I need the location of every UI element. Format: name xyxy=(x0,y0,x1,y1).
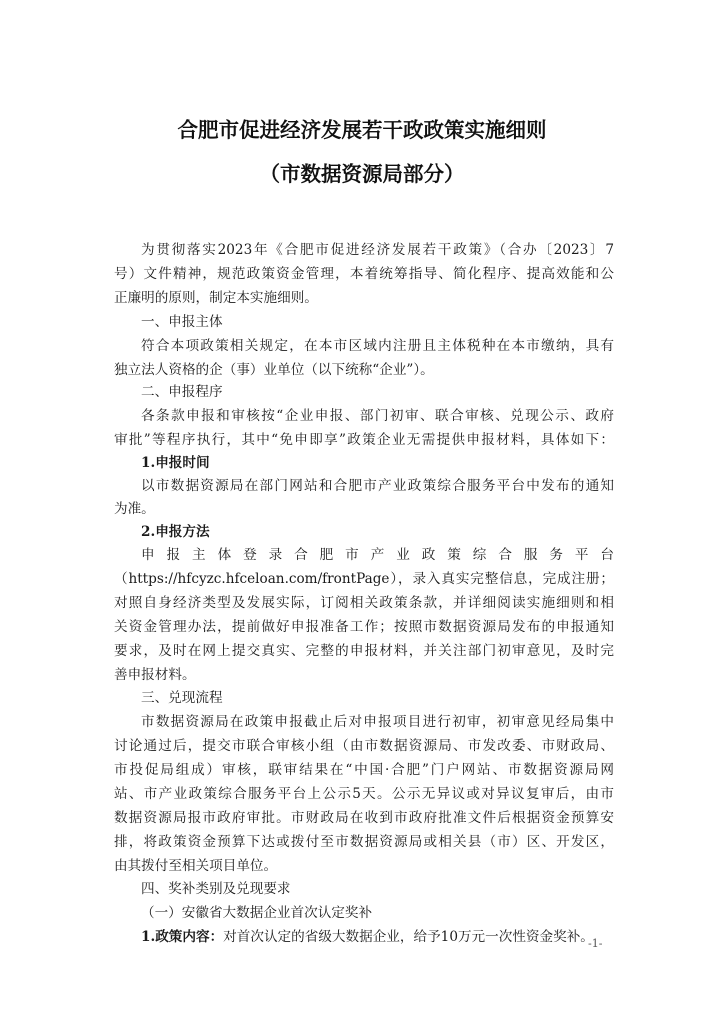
paragraph-line: 市投促局组成）审核，联审结果在“中国·合肥”门户网站、市数据资源局网 xyxy=(114,762,614,778)
paragraph-line: 市数据资源局在政策申报截止后对申报项目进行初审，初审意见经局集中 xyxy=(141,714,614,730)
paragraph-line: 申报主体登录合肥市产业政策综合服务平台 xyxy=(141,547,614,563)
paragraph-line: 独立法人资格的企（事）业单位（以下统称“企业”）。 xyxy=(114,362,434,378)
paragraph-line: 站、市产业政策综合服务平台上公示5天。公示无异议或对异议复审后，由市 xyxy=(114,786,614,802)
policy-line xyxy=(141,928,614,947)
paragraph-line: 由其拨付至相关项目单位。 xyxy=(114,858,278,874)
section-heading: 二、申报程序 xyxy=(141,384,223,400)
intro-line: 号）文件精神，规范政策资金管理，本着统筹指导、简化程序、提高效能和公 xyxy=(114,266,614,282)
paragraph-line: 审批”等程序执行，其中“免申即享”政策企业无需提供申报材料，具体如下： xyxy=(114,432,614,448)
intro-line: 为贯彻落实2023年《合肥市促进经济发展若干政策》（合办〔2023〕7 xyxy=(141,242,614,258)
intro-line: 正廉明的原则，制定本实施细则。 xyxy=(114,290,318,306)
paragraph-line: 关资金管理办法，提前做好申报准备工作；按照市数据资源局发布的申报通知 xyxy=(114,619,614,635)
paragraph-line: 符合本项政策相关规定，在本市区域内注册且主体税种在本市缴纳，具有 xyxy=(141,338,614,354)
paragraph-line: 排，将政策资金预算下达或拨付至市数据资源局或相关县（市）区、开发区， xyxy=(114,834,614,850)
paragraph-line: 各条款申报和审核按“企业申报、部门初审、联合审核、兑现公示、政府 xyxy=(141,408,614,424)
paragraph-line: 数据资源局报市政府审批。市财政局在收到市政府批准文件后根据资金预算安 xyxy=(114,810,614,826)
paragraph-line: 善申报材料。 xyxy=(114,667,196,683)
document-title: 合肥市促进经济发展若干政政策实施细则 xyxy=(177,118,547,142)
policy-text: 对首次认定的省级大数据企业，给予10万元一次性资金奖补。 xyxy=(223,929,594,945)
paragraph-line: 讨论通过后，提交市联合审核小组（由市数据资源局、市发改委、市财政局、 xyxy=(114,738,614,754)
paragraph-line: 要求，及时在网上提交真实、完整的申报材料，并关注部门初审意见，及时完 xyxy=(114,643,614,659)
paragraph-line: 为准。 xyxy=(114,501,155,517)
section-heading: 三、兑现流程 xyxy=(141,690,223,706)
subsection-item: （一）安徽省大数据企业首次认定奖补 xyxy=(141,905,373,921)
section-heading: 一、申报主体 xyxy=(141,314,223,330)
paragraph-line: 以市数据资源局在部门网站和合肥市产业政策综合服务平台中发布的通知 xyxy=(141,478,614,494)
page-number: -1- xyxy=(588,937,603,950)
subsection-heading: 2.申报方法 xyxy=(141,524,210,540)
subsection-heading: 1.申报时间 xyxy=(141,455,210,471)
policy-label: 1.政策内容： xyxy=(141,929,224,945)
paragraph-line: 对照自身经济类型及发展实际，订阅相关政策条款，并详细阅读实施细则和相 xyxy=(114,595,614,611)
url-line: （https://hfcyzc.hfceloan.com/frontPage），录入真实完整信息，完成注册； xyxy=(114,571,614,587)
section-heading: 四、奖补类别及兑现要求 xyxy=(141,881,291,897)
document-subtitle: （市数据资源局部分） xyxy=(259,162,465,186)
